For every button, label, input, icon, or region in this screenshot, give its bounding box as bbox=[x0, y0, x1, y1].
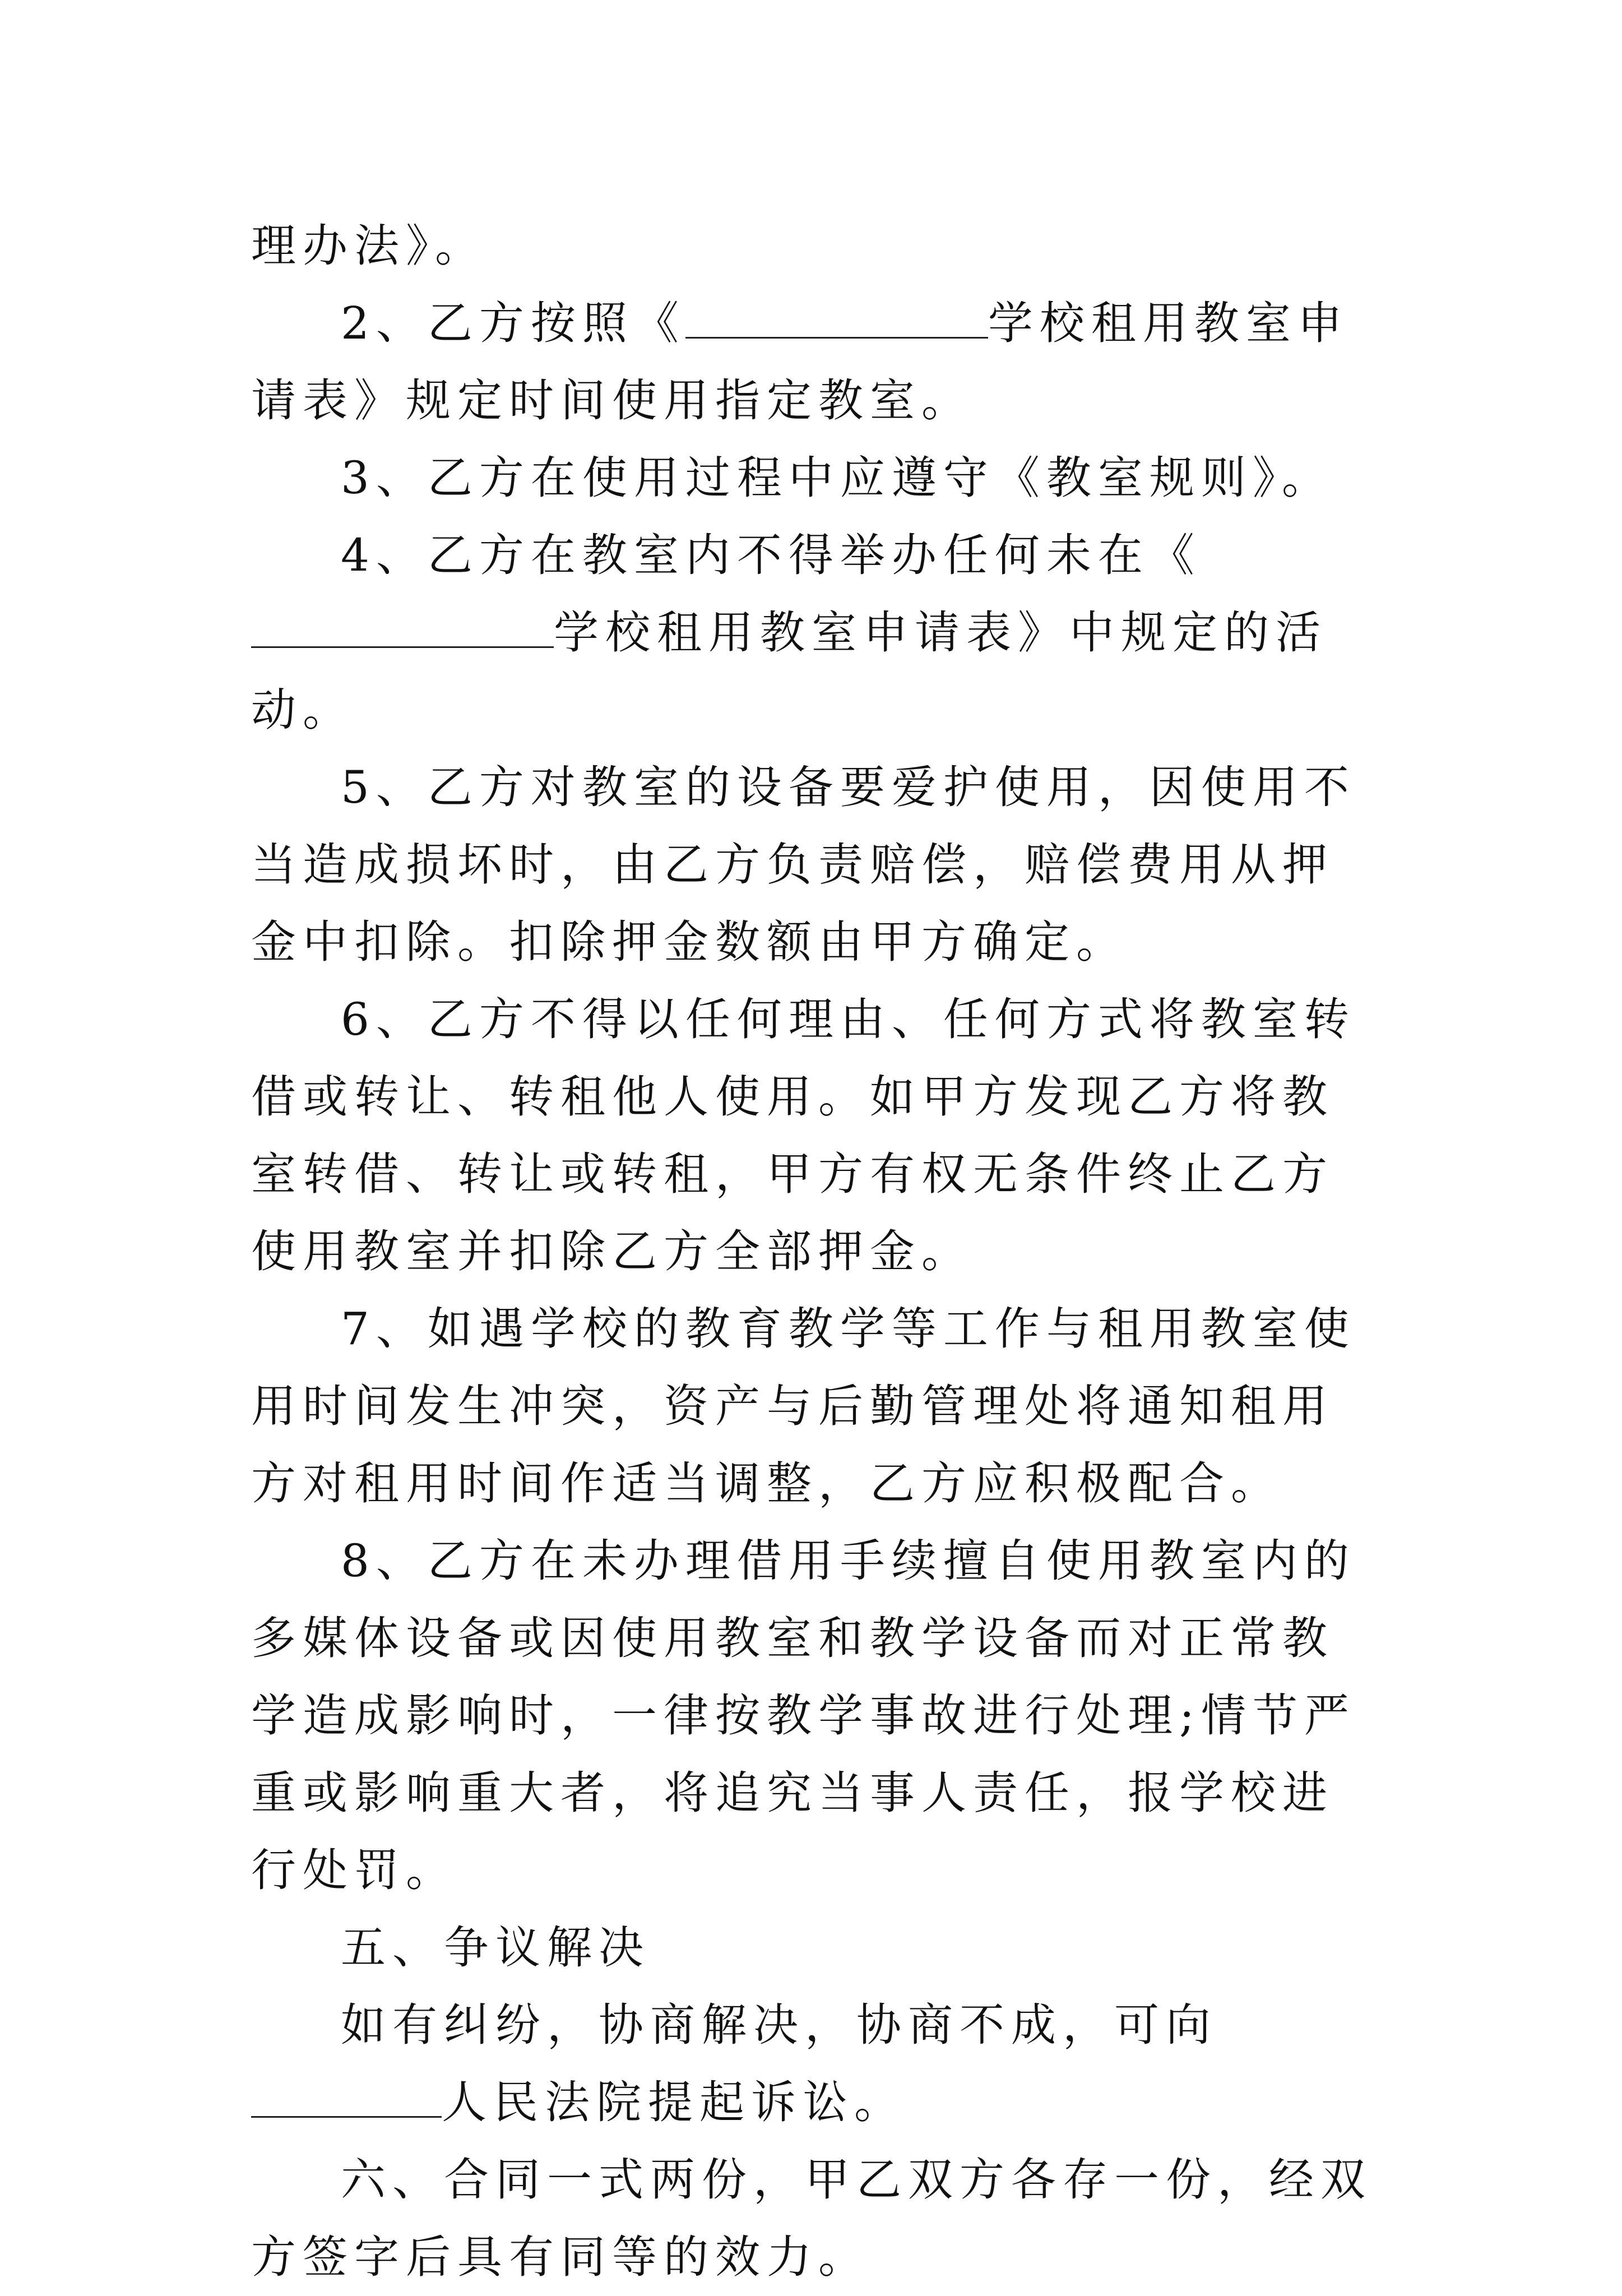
paragraph-continuation: 理办法》。 bbox=[251, 220, 486, 272]
clause-4-text-a: 4、乙方在教室内不得举办任何未在《 bbox=[341, 529, 1201, 581]
section-six-copies: 六、合同一式两份，甲乙双方各存一份，经双方签字后具有同等的效力。 bbox=[251, 2154, 1372, 2283]
dispute-text-a: 如有纠纷，协商解决，协商不成，可向 bbox=[341, 1999, 1217, 2051]
fill-in-blank-school-name-2 bbox=[251, 607, 554, 648]
clause-5: 5、乙方对教室的设备要爱护使用，因使用不当造成损坏时，由乙方负责赔偿，赔偿费用从押金中扣除。扣除押金数额由甲方确定。 bbox=[251, 761, 1356, 968]
clause-2-text-b: 学校租用教室申请表》规定时间使用指定教室。 bbox=[251, 297, 1349, 427]
fill-in-blank-court-name bbox=[251, 2077, 442, 2118]
document-body bbox=[251, 207, 1378, 2296]
dispute-clause bbox=[251, 1987, 1378, 2141]
clause-3: 3、乙方在使用过程中应遵守《教室规则》。 bbox=[341, 452, 1333, 504]
section-heading-dispute: 五、争议解决 bbox=[341, 1922, 650, 1974]
fill-in-blank-school-name bbox=[685, 298, 988, 339]
clause-8: 8、乙方在未办理借用手续擅自使用教室内的多媒体设备或因使用教室和教学设备而对正常教学造成影响时，一律按教学事故进行处理;情节严重或影响重大者，将追究当事人责任，报学校进行处罚。 bbox=[251, 1535, 1356, 1896]
clause-2 bbox=[251, 285, 1378, 439]
clause-4-text-b: 学校租用教室申请表》中规定的活动。 bbox=[251, 607, 1327, 736]
clause-2-text-a: 2、乙方按照《 bbox=[341, 297, 685, 349]
clause-7: 7、如遇学校的教育教学等工作与租用教室使用时间发生冲突，资产与后勤管理处将通知租用方对租用时间作适当调整，乙方应积极配合。 bbox=[251, 1303, 1356, 1510]
dispute-text-b: 人民法院提起诉讼。 bbox=[442, 2076, 906, 2128]
clause-4 bbox=[251, 517, 1378, 749]
clause-6: 6、乙方不得以任何理由、任何方式将教室转借或转让、转租他人使用。如甲方发现乙方将教室转借、转让或转租，甲方有权无条件终止乙方使用教室并扣除乙方全部押金。 bbox=[251, 993, 1356, 1277]
